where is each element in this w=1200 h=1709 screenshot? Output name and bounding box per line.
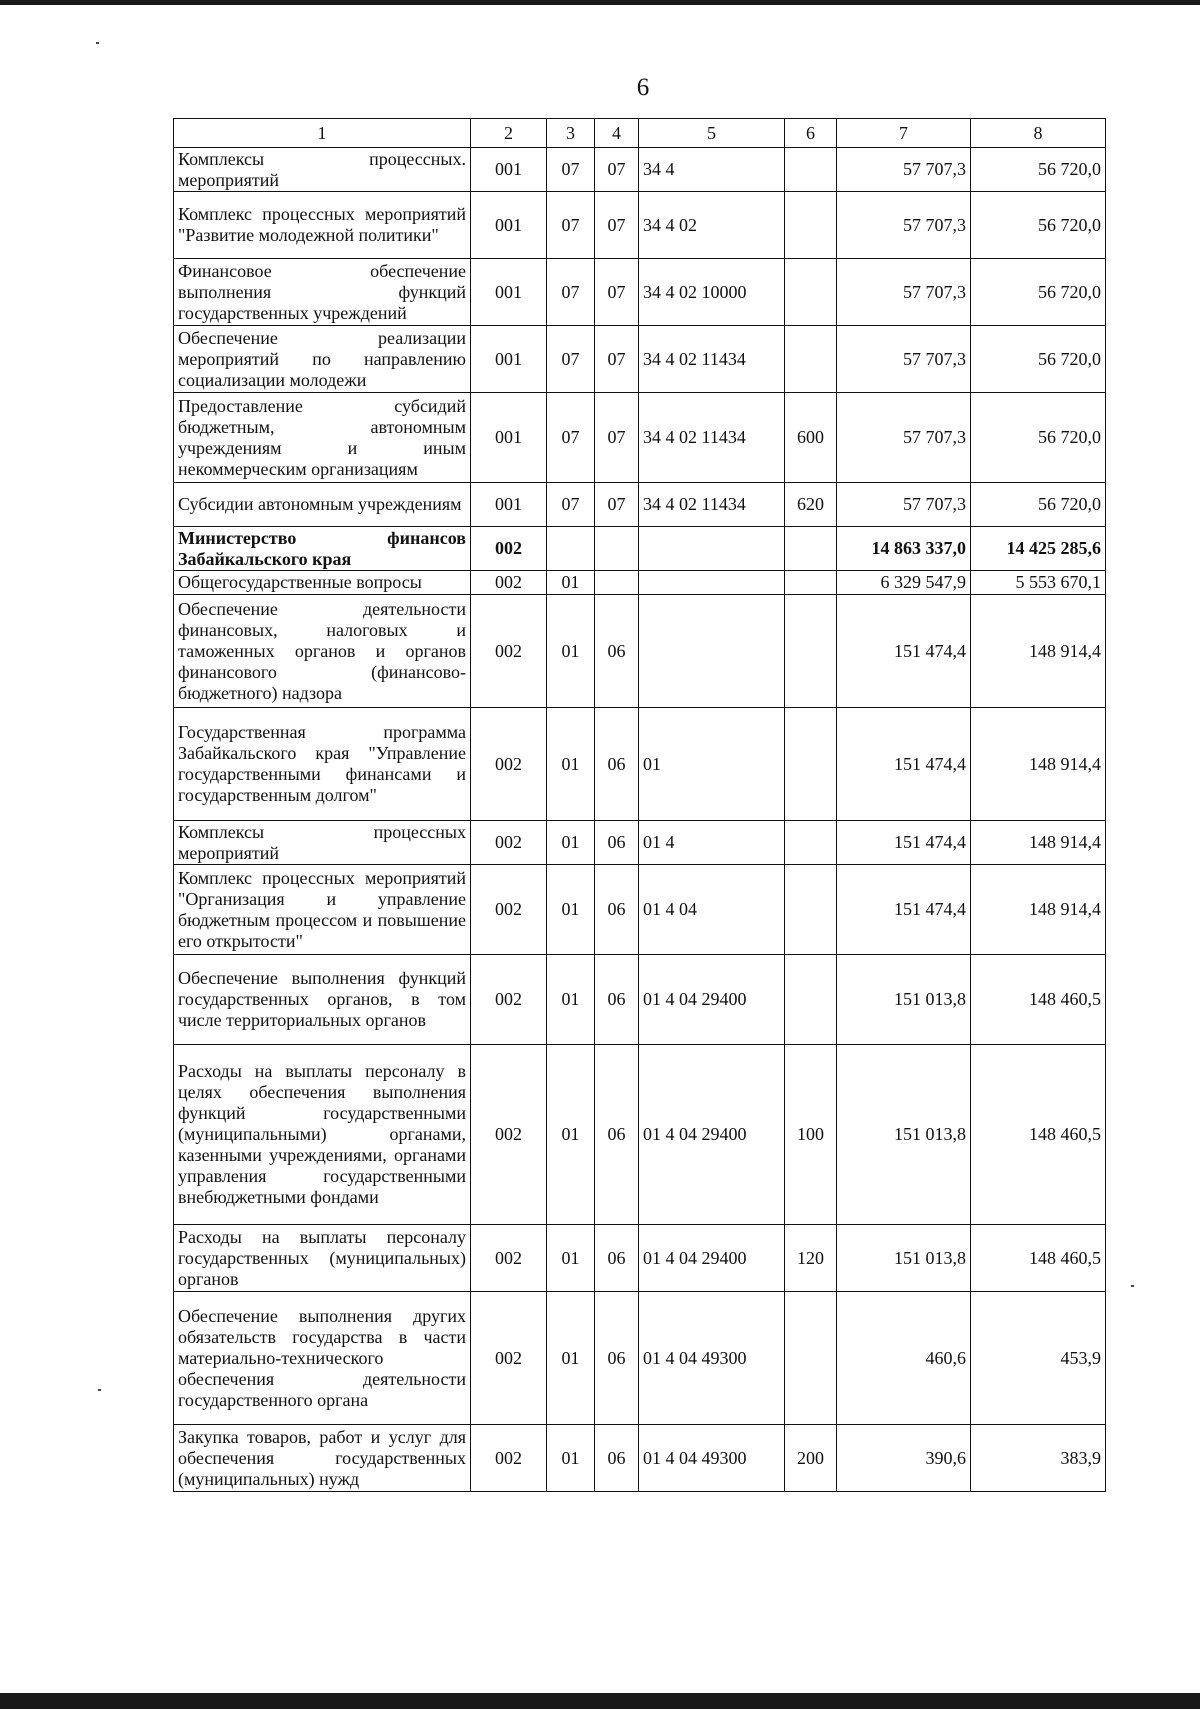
column-header: 3 xyxy=(547,119,595,148)
code-subsection-cell: 06 xyxy=(595,1425,639,1492)
scan-speck xyxy=(98,1389,101,1391)
amount-year-2-cell: 453,9 xyxy=(971,1292,1106,1425)
code-chapter-cell: 002 xyxy=(471,595,547,708)
row-name-cell: Комплексы процессных. мероприятий xyxy=(174,148,471,192)
code-subsection-cell: 07 xyxy=(595,483,639,527)
code-subsection-cell xyxy=(595,527,639,571)
amount-year-1-cell: 57 707,3 xyxy=(837,148,971,192)
code-chapter-cell: 002 xyxy=(471,1045,547,1225)
code-chapter-cell: 001 xyxy=(471,148,547,192)
code-target-cell xyxy=(639,527,785,571)
code-section-cell: 01 xyxy=(547,821,595,865)
amount-year-1-cell: 6 329 547,9 xyxy=(837,571,971,595)
amount-year-1-cell: 151 474,4 xyxy=(837,821,971,865)
amount-year-1-cell: 57 707,3 xyxy=(837,192,971,259)
amount-year-1-cell: 151 013,8 xyxy=(837,1225,971,1292)
amount-year-1-cell: 460,6 xyxy=(837,1292,971,1425)
amount-year-1-cell: 151 474,4 xyxy=(837,595,971,708)
code-expense-type-cell xyxy=(785,595,837,708)
code-section-cell: 01 xyxy=(547,1045,595,1225)
code-chapter-cell: 001 xyxy=(471,192,547,259)
code-subsection-cell: 06 xyxy=(595,708,639,821)
code-subsection-cell: 06 xyxy=(595,955,639,1045)
amount-year-1-cell: 390,6 xyxy=(837,1425,971,1492)
budget-table xyxy=(173,118,1106,1492)
table-row xyxy=(174,259,1106,326)
code-subsection-cell xyxy=(595,571,639,595)
code-target-cell: 01 4 04 49300 xyxy=(639,1292,785,1425)
code-target-cell: 01 4 04 29400 xyxy=(639,1045,785,1225)
page-number: 6 xyxy=(636,74,650,101)
code-expense-type-cell: 600 xyxy=(785,393,837,483)
amount-year-2-cell: 56 720,0 xyxy=(971,192,1106,259)
row-name-cell: Предоставление субсидий бюджетным, автономным учреждениям и иным некоммерческим организациям xyxy=(174,393,471,483)
code-subsection-cell: 07 xyxy=(595,393,639,483)
row-name-cell: Обеспечение реализации мероприятий по направлению социализации молодежи xyxy=(174,326,471,393)
code-target-cell: 34 4 02 xyxy=(639,192,785,259)
table-row xyxy=(174,1045,1106,1225)
code-target-cell: 34 4 xyxy=(639,148,785,192)
code-expense-type-cell xyxy=(785,571,837,595)
code-target-cell: 01 4 04 29400 xyxy=(639,955,785,1045)
code-section-cell: 07 xyxy=(547,326,595,393)
code-target-cell: 34 4 02 11434 xyxy=(639,483,785,527)
code-subsection-cell: 06 xyxy=(595,1292,639,1425)
code-section-cell: 07 xyxy=(547,259,595,326)
code-section-cell xyxy=(547,527,595,571)
code-section-cell: 01 xyxy=(547,1225,595,1292)
scan-border-top xyxy=(0,0,1200,5)
table-row xyxy=(174,192,1106,259)
code-expense-type-cell xyxy=(785,955,837,1045)
table-row xyxy=(174,483,1106,527)
table-row xyxy=(174,708,1106,821)
row-name-cell: Комплекс процессных мероприятий "Развитие молодежной политики" xyxy=(174,192,471,259)
column-header: 7 xyxy=(837,119,971,148)
row-name-cell: Субсидии автономным учреждениям xyxy=(174,483,471,527)
table-row xyxy=(174,571,1106,595)
amount-year-2-cell: 148 914,4 xyxy=(971,595,1106,708)
code-target-cell: 01 4 04 29400 xyxy=(639,1225,785,1292)
code-section-cell: 07 xyxy=(547,483,595,527)
code-expense-type-cell: 620 xyxy=(785,483,837,527)
table-row xyxy=(174,1225,1106,1292)
code-section-cell: 01 xyxy=(547,571,595,595)
table-row xyxy=(174,865,1106,955)
table-row xyxy=(174,393,1106,483)
column-header: 2 xyxy=(471,119,547,148)
code-subsection-cell: 07 xyxy=(595,326,639,393)
column-header: 6 xyxy=(785,119,837,148)
amount-year-2-cell: 148 914,4 xyxy=(971,821,1106,865)
table-row xyxy=(174,955,1106,1045)
code-chapter-cell: 001 xyxy=(471,259,547,326)
code-chapter-cell: 002 xyxy=(471,821,547,865)
code-section-cell: 01 xyxy=(547,865,595,955)
code-expense-type-cell xyxy=(785,821,837,865)
table-row xyxy=(174,1425,1106,1492)
amount-year-2-cell: 56 720,0 xyxy=(971,148,1106,192)
scan-speck xyxy=(1131,1285,1134,1287)
code-chapter-cell: 001 xyxy=(471,483,547,527)
code-expense-type-cell xyxy=(785,148,837,192)
code-chapter-cell: 001 xyxy=(471,393,547,483)
code-chapter-cell: 002 xyxy=(471,865,547,955)
code-chapter-cell: 002 xyxy=(471,1292,547,1425)
code-expense-type-cell: 100 xyxy=(785,1045,837,1225)
code-chapter-cell: 002 xyxy=(471,955,547,1045)
amount-year-2-cell: 56 720,0 xyxy=(971,259,1106,326)
amount-year-2-cell: 148 460,5 xyxy=(971,1225,1106,1292)
code-target-cell xyxy=(639,595,785,708)
row-name-cell: Министерство финансов Забайкальского края xyxy=(174,527,471,571)
amount-year-1-cell: 57 707,3 xyxy=(837,393,971,483)
amount-year-2-cell: 56 720,0 xyxy=(971,393,1106,483)
row-name-cell: Обеспечение выполнения других обязательств государства в части материально-технического обеспечения деятельности государственного органа xyxy=(174,1292,471,1425)
column-header: 8 xyxy=(971,119,1106,148)
code-subsection-cell: 06 xyxy=(595,821,639,865)
code-target-cell: 01 4 xyxy=(639,821,785,865)
row-name-cell: Общегосударственные вопросы xyxy=(174,571,471,595)
code-target-cell xyxy=(639,571,785,595)
amount-year-2-cell: 5 553 670,1 xyxy=(971,571,1106,595)
amount-year-2-cell: 56 720,0 xyxy=(971,483,1106,527)
code-section-cell: 01 xyxy=(547,1292,595,1425)
amount-year-2-cell: 148 914,4 xyxy=(971,708,1106,821)
row-name-cell: Обеспечение деятельности финансовых, налоговых и таможенных органов и органов финансового (финансово-бюджетного) надзора xyxy=(174,595,471,708)
code-chapter-cell: 002 xyxy=(471,1425,547,1492)
code-chapter-cell: 002 xyxy=(471,1225,547,1292)
code-target-cell: 34 4 02 11434 xyxy=(639,393,785,483)
amount-year-1-cell: 151 474,4 xyxy=(837,865,971,955)
amount-year-1-cell: 14 863 337,0 xyxy=(837,527,971,571)
code-expense-type-cell xyxy=(785,865,837,955)
row-name-cell: Расходы на выплаты персоналу государственных (муниципальных) органов xyxy=(174,1225,471,1292)
code-target-cell: 34 4 02 10000 xyxy=(639,259,785,326)
column-header: 1 xyxy=(174,119,471,148)
row-name-cell: Комплекс процессных мероприятий "Организация и управление бюджетным процессом и повышение его открытости" xyxy=(174,865,471,955)
code-expense-type-cell: 120 xyxy=(785,1225,837,1292)
amount-year-1-cell: 151 013,8 xyxy=(837,955,971,1045)
code-target-cell: 01 xyxy=(639,708,785,821)
amount-year-1-cell: 57 707,3 xyxy=(837,259,971,326)
column-header: 4 xyxy=(595,119,639,148)
scan-border-bottom xyxy=(0,1693,1200,1709)
code-subsection-cell: 06 xyxy=(595,1045,639,1225)
code-section-cell: 01 xyxy=(547,708,595,821)
amount-year-1-cell: 151 474,4 xyxy=(837,708,971,821)
row-name-cell: Финансовое обеспечение выполнения функций государственных учреждений xyxy=(174,259,471,326)
amount-year-1-cell: 57 707,3 xyxy=(837,483,971,527)
code-chapter-cell: 002 xyxy=(471,571,547,595)
code-section-cell: 07 xyxy=(547,192,595,259)
amount-year-2-cell: 148 460,5 xyxy=(971,1045,1106,1225)
code-expense-type-cell xyxy=(785,527,837,571)
row-name-cell: Обеспечение выполнения функций государственных органов, в том числе территориальных органов xyxy=(174,955,471,1045)
amount-year-2-cell: 383,9 xyxy=(971,1425,1106,1492)
table-row xyxy=(174,821,1106,865)
amount-year-2-cell: 56 720,0 xyxy=(971,326,1106,393)
code-subsection-cell: 06 xyxy=(595,595,639,708)
code-expense-type-cell xyxy=(785,1292,837,1425)
amount-year-2-cell: 148 914,4 xyxy=(971,865,1106,955)
code-subsection-cell: 06 xyxy=(595,865,639,955)
code-chapter-cell: 002 xyxy=(471,708,547,821)
code-section-cell: 01 xyxy=(547,1425,595,1492)
table-row xyxy=(174,326,1106,393)
amount-year-2-cell: 148 460,5 xyxy=(971,955,1106,1045)
amount-year-1-cell: 57 707,3 xyxy=(837,326,971,393)
table-row xyxy=(174,1292,1106,1425)
code-subsection-cell: 07 xyxy=(595,148,639,192)
amount-year-2-cell: 14 425 285,6 xyxy=(971,527,1106,571)
code-chapter-cell: 001 xyxy=(471,326,547,393)
table-row xyxy=(174,148,1106,192)
code-chapter-cell: 002 xyxy=(471,527,547,571)
code-expense-type-cell xyxy=(785,192,837,259)
column-header: 5 xyxy=(639,119,785,148)
table-row xyxy=(174,595,1106,708)
code-target-cell: 34 4 02 11434 xyxy=(639,326,785,393)
code-subsection-cell: 07 xyxy=(595,259,639,326)
code-subsection-cell: 06 xyxy=(595,1225,639,1292)
code-expense-type-cell xyxy=(785,259,837,326)
table-row xyxy=(174,527,1106,571)
row-name-cell: Комплексы процессных мероприятий xyxy=(174,821,471,865)
code-section-cell: 07 xyxy=(547,148,595,192)
scan-speck xyxy=(96,42,99,44)
code-target-cell: 01 4 04 xyxy=(639,865,785,955)
row-name-cell: Государственная программа Забайкальского края "Управление государственными финансами и государственным долгом" xyxy=(174,708,471,821)
code-section-cell: 01 xyxy=(547,595,595,708)
amount-year-1-cell: 151 013,8 xyxy=(837,1045,971,1225)
code-subsection-cell: 07 xyxy=(595,192,639,259)
table-header-row xyxy=(174,119,1106,148)
code-expense-type-cell xyxy=(785,326,837,393)
code-expense-type-cell: 200 xyxy=(785,1425,837,1492)
code-section-cell: 01 xyxy=(547,955,595,1045)
code-target-cell: 01 4 04 49300 xyxy=(639,1425,785,1492)
code-section-cell: 07 xyxy=(547,393,595,483)
row-name-cell: Закупка товаров, работ и услуг для обеспечения государственных (муниципальных) нужд xyxy=(174,1425,471,1492)
row-name-cell: Расходы на выплаты персоналу в целях обеспечения выполнения функций государственными (муниципальными) органами, казенными учреждениями, органами управления государственными внебюджетными фондами xyxy=(174,1045,471,1225)
code-expense-type-cell xyxy=(785,708,837,821)
